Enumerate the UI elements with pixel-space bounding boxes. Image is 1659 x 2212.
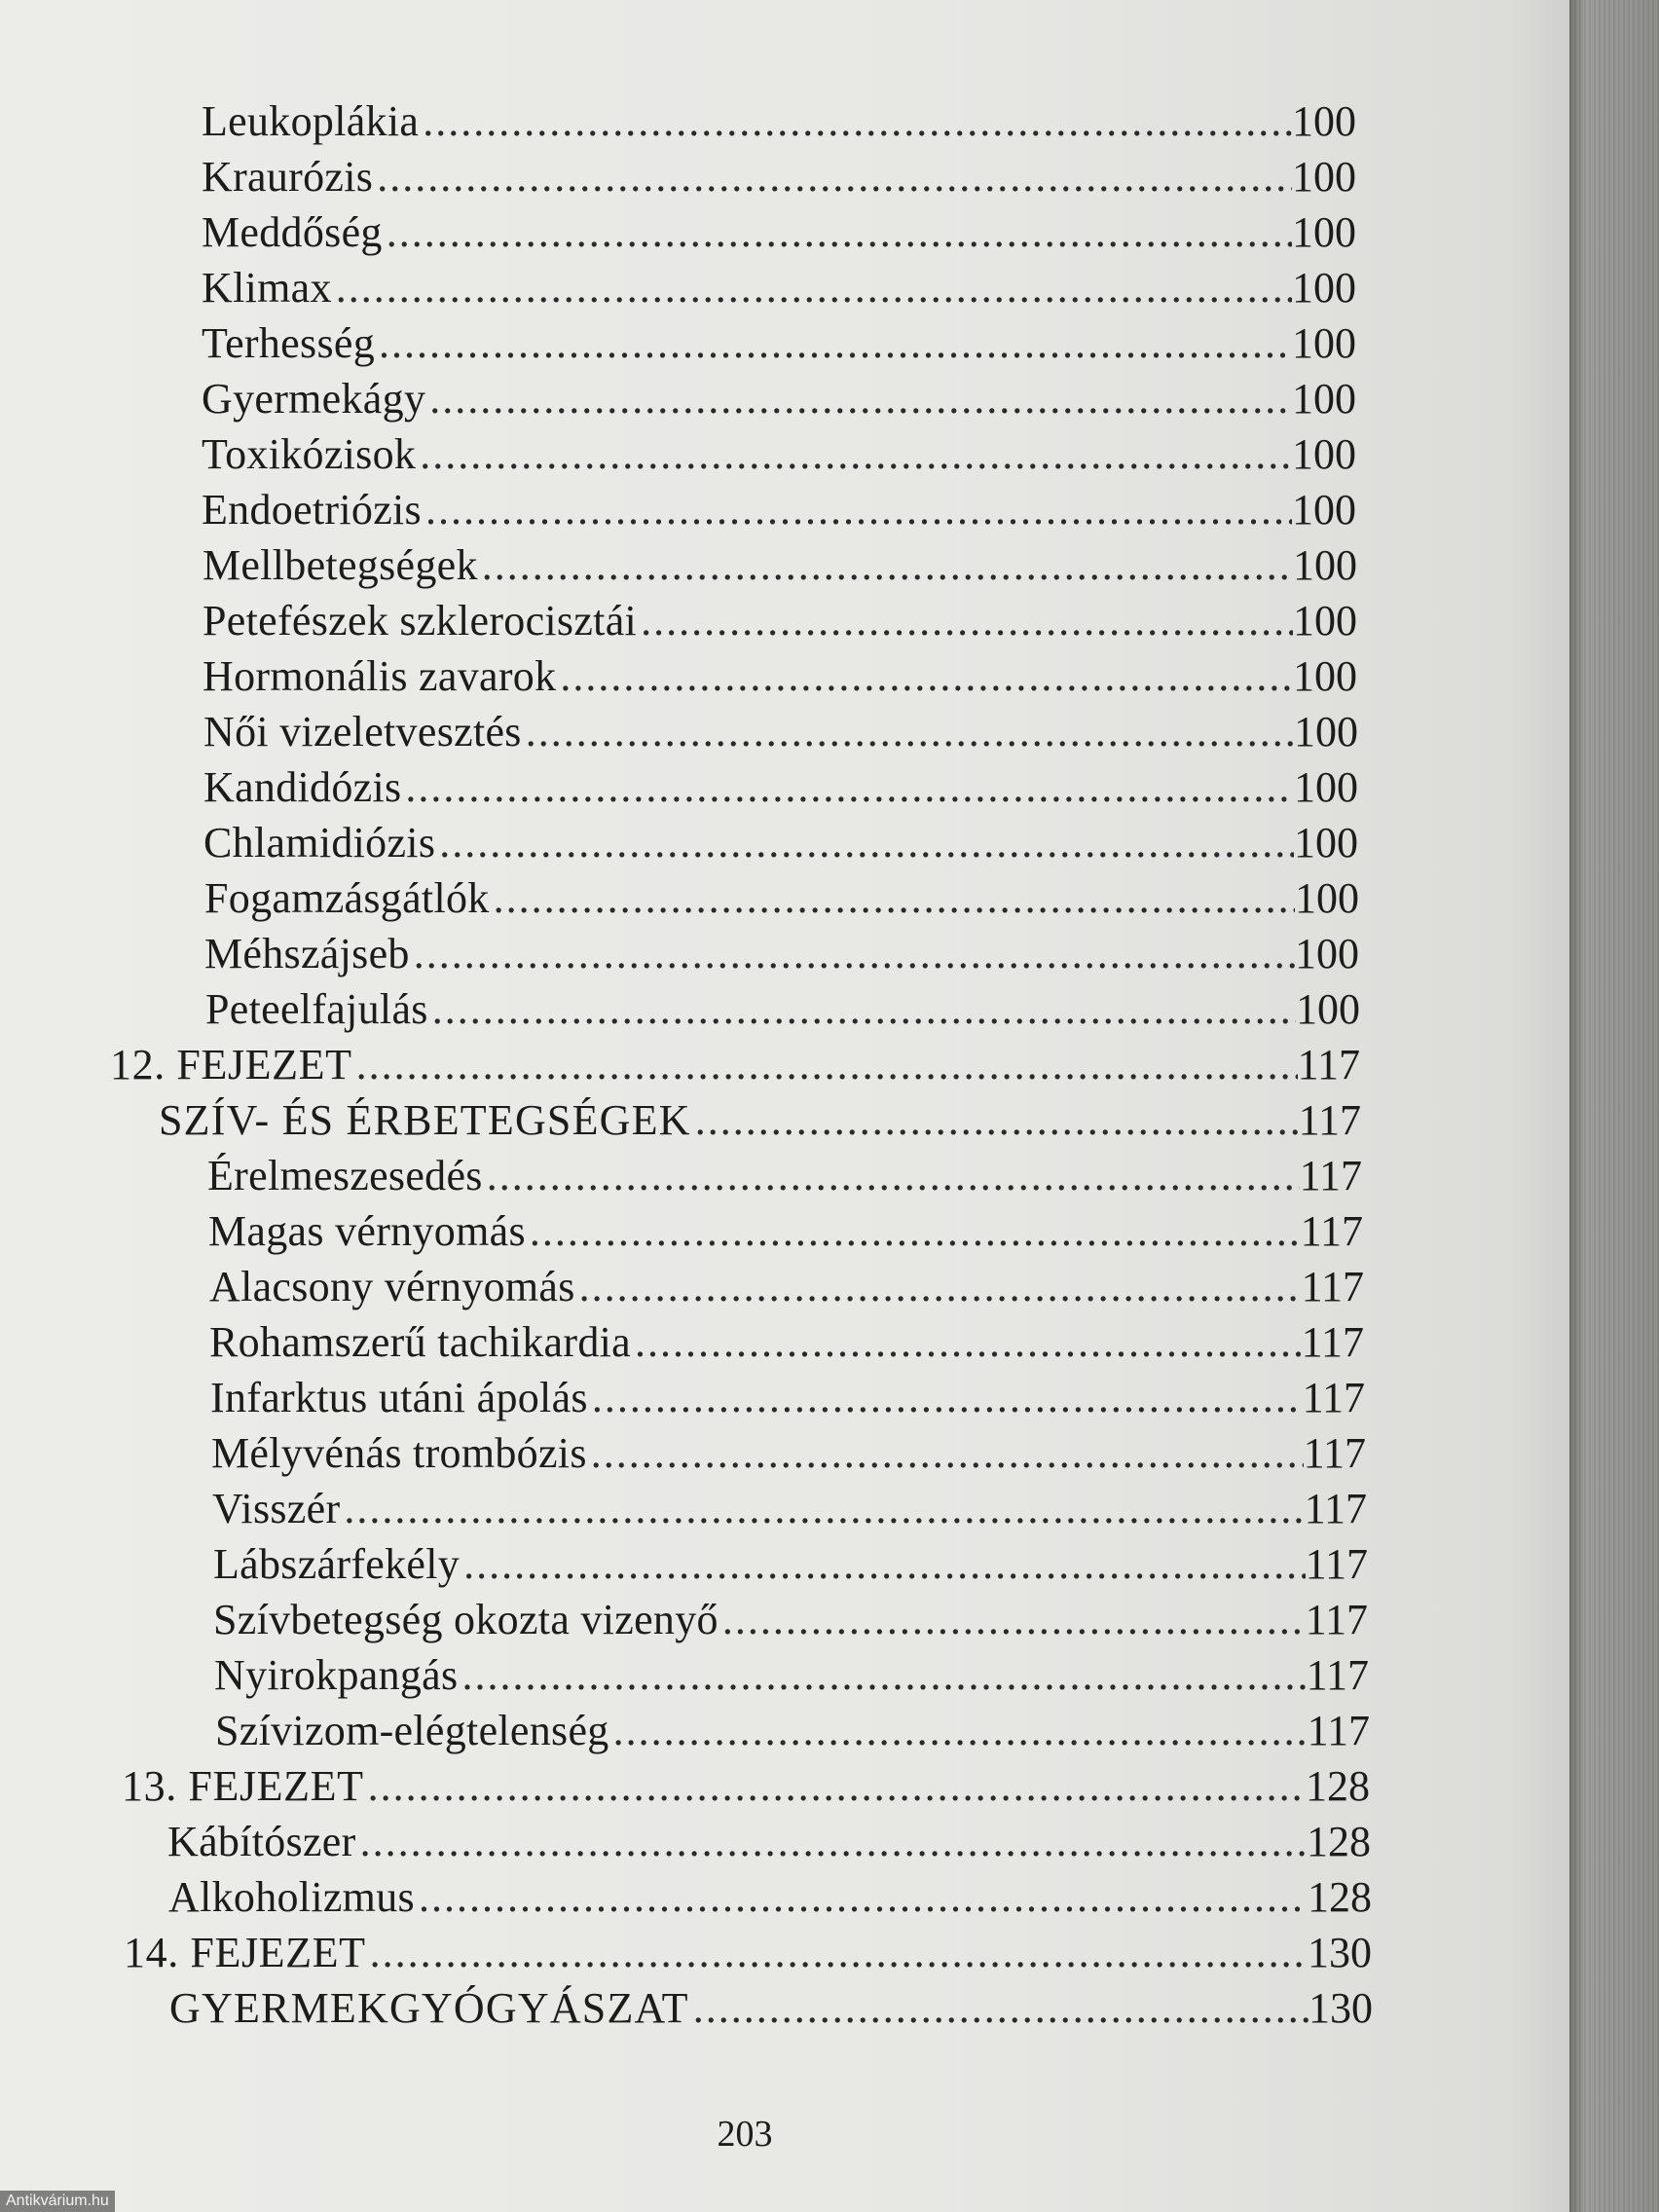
page-edge — [1569, 0, 1659, 2212]
toc-entry-page: 117 — [1303, 1429, 1366, 1477]
toc-entry-page: 128 — [1308, 1873, 1372, 1921]
toc-entry-page: 130 — [1308, 1929, 1372, 1976]
toc-entry-label: Alkoholizmus — [168, 1873, 415, 1921]
toc-entry — [209, 1260, 1364, 1314]
toc-entry — [202, 316, 1356, 371]
toc-entry-label: Petefészek szklerocisztái — [203, 597, 638, 645]
toc-entry — [203, 649, 1357, 704]
dot-leader — [461, 1648, 1306, 1703]
toc-entry-page: 130 — [1309, 1984, 1373, 2032]
toc-entry — [203, 705, 1358, 759]
toc-entry-page: 100 — [1292, 153, 1356, 201]
toc-entry-label: Szívbetegség okozta vizenyő — [213, 1596, 719, 1643]
toc-entry — [203, 594, 1357, 648]
dot-leader — [579, 1260, 1302, 1314]
toc-section-title — [169, 1981, 1373, 2036]
dot-leader — [530, 1204, 1301, 1259]
toc-section-title — [159, 1093, 1361, 1148]
toc-entry-page: 100 — [1292, 97, 1356, 145]
toc-entry-label: Infarktus utáni ápolás — [210, 1374, 588, 1421]
dot-leader — [592, 1371, 1303, 1425]
toc-entry — [202, 94, 1356, 149]
toc-entry-label: Méhszájseb — [204, 930, 410, 977]
toc-entry-label: 14. FEJEZET — [124, 1929, 366, 1976]
toc-entry-label: Magas vérnyomás — [208, 1207, 526, 1255]
toc-entry-page: 100 — [1294, 819, 1358, 866]
dot-leader — [591, 1426, 1304, 1481]
toc-entry — [167, 1815, 1371, 1869]
toc-entry-page: 100 — [1294, 708, 1358, 756]
dot-leader — [494, 871, 1295, 926]
toc-entry-label: SZÍV- ÉS ÉRBETEGSÉGEK — [159, 1096, 691, 1144]
dot-leader — [377, 150, 1292, 204]
toc-entry — [210, 1371, 1365, 1425]
dot-leader — [482, 538, 1293, 593]
page-number: 203 — [717, 2114, 773, 2155]
toc-entry-page: 100 — [1295, 930, 1359, 977]
toc-entry-page: 117 — [1305, 1540, 1368, 1588]
toc-entry-page: 100 — [1292, 486, 1356, 534]
toc-entry — [215, 1704, 1370, 1758]
toc-entry-label: Fogamzásgátlók — [204, 874, 490, 922]
toc-entry-label: Visszér — [212, 1485, 341, 1532]
dot-leader — [463, 1537, 1306, 1592]
toc-entry-page: 117 — [1302, 1374, 1365, 1421]
dot-leader — [368, 1759, 1306, 1814]
toc-entry-label: Terhesség — [202, 319, 375, 367]
toc-entry-label: GYERMEKGYÓGYÁSZAT — [169, 1984, 689, 2032]
dot-leader — [641, 594, 1293, 648]
toc-entry-label: Rohamszerű tachikardia — [209, 1318, 631, 1366]
toc-entry-page: 100 — [1292, 264, 1356, 312]
toc-entry — [204, 871, 1359, 926]
toc-entry-label: Szívizom-elégtelenség — [215, 1707, 609, 1754]
toc-entry-page: 117 — [1304, 1485, 1367, 1532]
dot-leader — [423, 94, 1292, 149]
dot-leader — [360, 1815, 1307, 1869]
toc-entry-label: Alacsony vérnyomás — [209, 1263, 575, 1310]
toc-entry — [208, 1204, 1363, 1259]
toc-entry-label: 13. FEJEZET — [122, 1762, 364, 1810]
toc-entry — [207, 1149, 1362, 1203]
toc-chapter — [122, 1759, 1370, 1814]
toc-entry — [204, 927, 1359, 981]
toc-entry — [202, 372, 1356, 426]
dot-leader — [693, 1981, 1309, 2036]
toc-entry-page: 117 — [1298, 1096, 1361, 1144]
toc-entry-page: 100 — [1293, 652, 1357, 700]
toc-entry-page: 128 — [1307, 1818, 1371, 1865]
toc-entry — [205, 982, 1360, 1037]
dot-leader — [379, 316, 1292, 371]
toc-entry — [203, 816, 1358, 870]
dot-leader — [414, 927, 1295, 981]
toc-entry-label: Kandidózis — [203, 763, 402, 811]
toc-entry — [202, 205, 1356, 260]
dot-leader — [405, 760, 1294, 815]
dot-leader — [356, 1038, 1298, 1092]
toc-entry-page: 117 — [1306, 1651, 1369, 1699]
dot-leader — [387, 205, 1292, 260]
toc-entry-label: Hormonális zavarok — [203, 652, 557, 700]
toc-entry-page: 100 — [1293, 597, 1357, 645]
dot-leader — [613, 1704, 1308, 1758]
toc-entry — [202, 261, 1356, 315]
dot-leader — [635, 1315, 1302, 1370]
toc-entry-label: Chlamidiózis — [203, 819, 436, 866]
toc-entry-page: 100 — [1295, 874, 1359, 922]
toc-entry-label: Endoetriózis — [202, 486, 422, 534]
toc-entry — [202, 150, 1356, 204]
toc-entry-page: 100 — [1292, 208, 1356, 256]
toc-entry-page: 117 — [1300, 1207, 1363, 1255]
toc-entry-page: 100 — [1296, 985, 1360, 1033]
toc-entry — [212, 1482, 1367, 1536]
toc-entry-label: Érelmeszesedés — [207, 1152, 483, 1199]
dot-leader — [370, 1926, 1308, 1980]
toc-entry-page: 100 — [1293, 541, 1357, 589]
toc-entry-label: Meddőség — [202, 208, 383, 256]
toc-entry-page: 100 — [1292, 430, 1356, 478]
toc-entry-page: 100 — [1292, 375, 1356, 423]
toc-entry-label: Mélyvénás trombózis — [211, 1429, 587, 1477]
toc-entry-label: Női vizeletvesztés — [203, 708, 522, 756]
toc-entry — [202, 483, 1356, 537]
toc-entry-label: Lábszárfekély — [213, 1540, 461, 1588]
toc-chapter — [110, 1038, 1360, 1092]
dot-leader — [419, 1870, 1308, 1925]
toc-entry-label: Kraurózis — [202, 153, 374, 201]
toc-entry-label: Leukoplákia — [202, 97, 420, 145]
dot-leader — [487, 1149, 1300, 1203]
watermark-label: Antikvárium.hu — [0, 2191, 115, 2212]
toc-entry — [168, 1870, 1372, 1925]
dot-leader — [526, 705, 1294, 759]
toc-entry-page: 117 — [1299, 1152, 1362, 1199]
dot-leader — [425, 483, 1292, 537]
toc-entry-label: Toxikózisok — [202, 430, 417, 478]
toc-entry-page: 117 — [1305, 1596, 1368, 1643]
toc-entry-label: 12. FEJEZET — [110, 1041, 352, 1088]
dot-leader — [722, 1593, 1306, 1647]
dot-leader — [420, 427, 1292, 482]
toc-entry-label: Mellbetegségek — [203, 541, 478, 589]
toc-entry — [209, 1315, 1364, 1370]
toc-entry-page: 117 — [1301, 1318, 1364, 1366]
toc-entry-page: 128 — [1306, 1762, 1370, 1810]
toc-entry-page: 100 — [1294, 763, 1358, 811]
toc-entry-label: Nyirokpangás — [214, 1651, 459, 1699]
toc-entry-page: 100 — [1292, 319, 1356, 367]
toc-entry-label: Peteelfajulás — [205, 985, 428, 1033]
dot-leader — [344, 1482, 1304, 1536]
toc-entry-page: 117 — [1301, 1263, 1364, 1310]
dot-leader — [336, 261, 1292, 315]
toc-entry — [203, 760, 1358, 815]
toc-entry-page: 117 — [1307, 1707, 1370, 1754]
toc-entry-label: Kábítószer — [167, 1818, 356, 1865]
dot-leader — [439, 816, 1294, 870]
toc-entry-label: Gyermekágy — [202, 375, 426, 423]
dot-leader — [429, 372, 1292, 426]
dot-leader — [432, 982, 1296, 1037]
toc-entry — [211, 1426, 1366, 1481]
dot-leader — [695, 1093, 1299, 1148]
toc-chapter — [124, 1926, 1372, 1980]
toc-entry-page: 117 — [1297, 1041, 1360, 1088]
toc-entry — [202, 427, 1356, 482]
toc-entry — [203, 538, 1357, 593]
toc-entry-label: Klimax — [202, 264, 332, 312]
toc-entry — [214, 1648, 1369, 1703]
toc-entry — [213, 1537, 1368, 1592]
dot-leader — [560, 649, 1293, 704]
toc-entry — [213, 1593, 1368, 1647]
